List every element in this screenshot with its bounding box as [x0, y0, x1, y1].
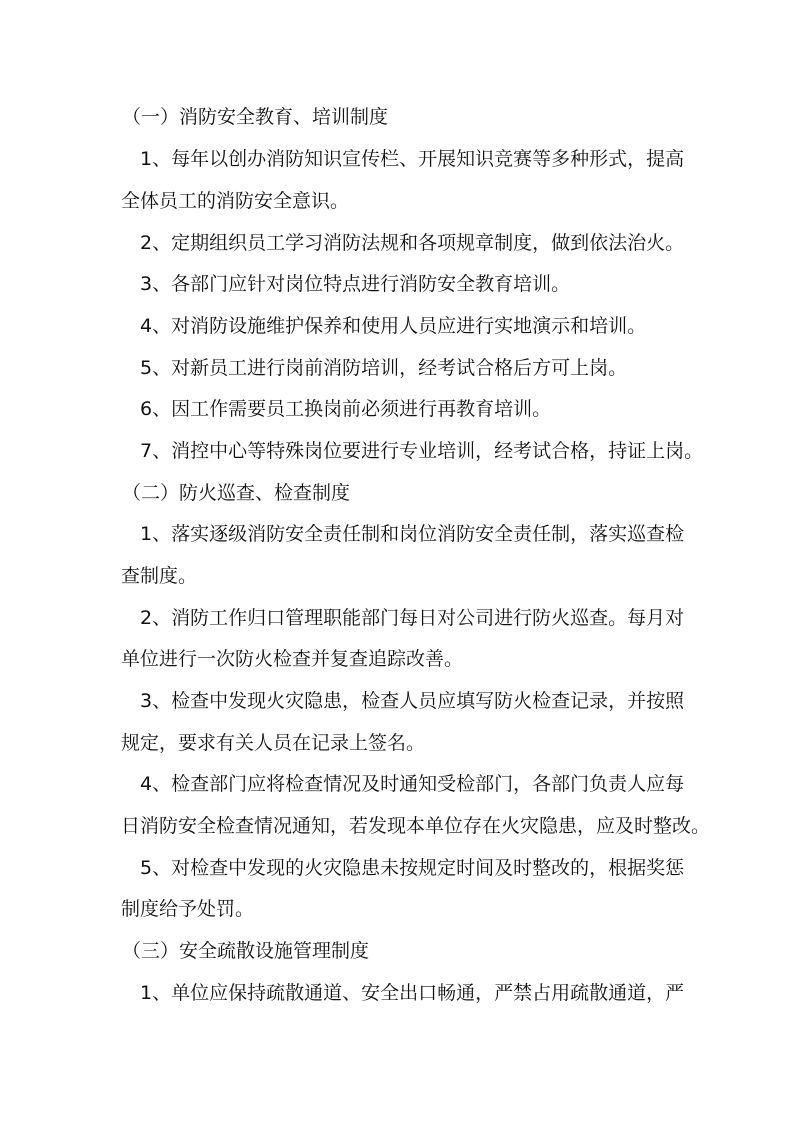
paragraph-line: 2、消防工作归口管理职能部门每日对公司进行防火巡查。每月对: [140, 607, 685, 629]
paragraph-line: 日消防安全检查情况通知，若发现本单位存在火灾隐患，应及时整改。: [121, 815, 711, 837]
paragraph-line: 4、检查部门应将检查情况及时通知受检部门，各部门负责人应每: [140, 773, 685, 795]
section-heading-2: （二）防火巡查、检查制度: [122, 482, 351, 504]
paragraph-line: 1、落实逐级消防安全责任制和岗位消防安全责任制，落实巡查检: [140, 523, 685, 545]
paragraph-line: 5、对新员工进行岗前消防培训，经考试合格后方可上岗。: [140, 357, 628, 379]
paragraph-line: 查制度。: [121, 565, 198, 587]
paragraph-line: 规定，要求有关人员在记录上签名。: [121, 732, 426, 754]
paragraph-line: 3、检查中发现火灾隐患，检查人员应填写防火检查记录，并按照: [140, 690, 685, 712]
paragraph-line: 3、各部门应针对岗位特点进行消防安全教育培训。: [140, 273, 571, 295]
paragraph-line: 4、对消防设施维护保养和使用人员应进行实地演示和培训。: [140, 315, 647, 337]
paragraph-line: 2、定期组织员工学习消防法规和各项规章制度，做到依法治火。: [140, 232, 685, 254]
paragraph-line: 制度给予处罚。: [121, 898, 255, 920]
section-heading-3: （三）安全疏散设施管理制度: [122, 940, 370, 962]
paragraph-line: 7、消控中心等特殊岗位要进行专业培训，经考试合格，持证上岗。: [140, 440, 704, 462]
paragraph-line: 单位进行一次防火检查并复查追踪改善。: [121, 648, 464, 670]
paragraph-line: 1、单位应保持疏散通道、安全出口畅通，严禁占用疏散通道，严: [140, 982, 685, 1004]
paragraph-line: 全体员工的消防安全意识。: [121, 190, 350, 212]
paragraph-line: 5、对检查中发现的火灾隐患未按规定时间及时整改的，根据奖惩: [140, 857, 685, 879]
paragraph-line: 6、因工作需要员工换岗前必须进行再教育培训。: [140, 398, 552, 420]
paragraph-line: 1、每年以创办消防知识宣传栏、开展知识竞赛等多种形式，提高: [140, 148, 685, 170]
section-heading-1: （一）消防安全教育、培训制度: [122, 106, 389, 128]
